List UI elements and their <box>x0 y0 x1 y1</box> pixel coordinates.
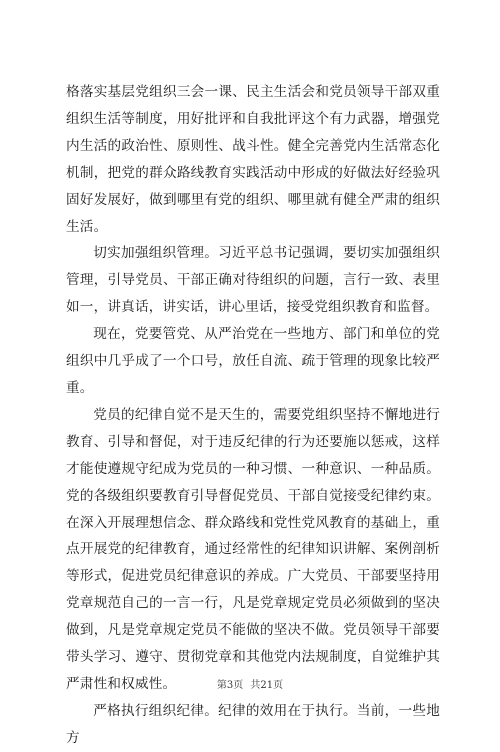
paragraph-organization-management: 切实加强组织管理。习近平总书记强调，要切实加强组织管理，引导党员、干部正确对待组织的问题，言行一致、表里如一，讲真话，讲实话，讲心里话，接受党组织教育和监督。 <box>66 245 440 316</box>
page-number: 第3页 <box>216 680 244 691</box>
paragraph-party-governance: 现在，党要管党、从严治党在一些地方、部门和单位的党组织中几乎成了一个口号，放任自流、疏于管理的现象比较严重。 <box>66 326 440 396</box>
page-total: 共21页 <box>250 680 284 691</box>
page-footer <box>0 676 500 691</box>
document-body <box>66 79 440 752</box>
paragraph-enforce-discipline: 严格执行组织纪律。纪律的效用在于执行。当前，一些地方 <box>66 702 440 746</box>
paragraph-discipline-awareness: 党员的纪律自觉不是天生的，需要党组织坚持不懈地进行教育、引导和督促，对于违反纪律的行为还要施以惩戒，这样才能使遵规守纪成为党员的一种习惯、一种意识、一种品质。党的各级组织要教育引导督促党员、干部自觉接受纪律约束。在深入开展理想信念、群众路线和党性党风教育的基础上，重点开展党的纪律教育，通过经常性的纪律知识讲解、案例剖析等形式，促进党员纪律意识的养成。广大党员、干部要坚持用党章规范自己的一言一行，凡是党章规定党员必须做到的坚决做到，凡是党章规定党员不能做的坚决不做。党员领导干部要带头学习、遵守、贯彻党章和其他党内法规制度，自觉维护其严肃性和权威性。 <box>66 406 440 692</box>
paragraph-organization-life: 格落实基层党组织三会一课、民主生活会和党员领导干部双重组织生活等制度，用好批评和自我批评这个有力武器，增强党内生活的政治性、原则性、战斗性。健全完善党内生活常态化机制，把党的群众路线教育实践活动中形成的好做法好经验巩固好发展好，做到哪里有党的组织、哪里就有健全严肃的组织生活。 <box>66 84 440 235</box>
